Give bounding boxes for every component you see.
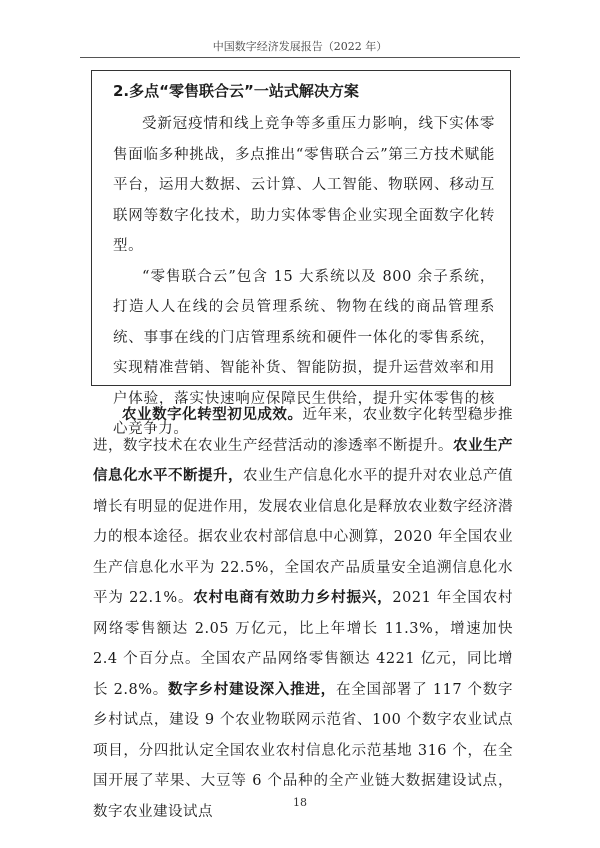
running-header: 中国数字经济发展报告（2022 年）	[212, 40, 388, 53]
body-text-4: 在全国部署了 117 个数字乡村试点，建设 9 个农业物联网示范省、100 个数字农业试点项目，分四批认定全国农业农村信息化示范基地 316 个，在全国开展了苹果、大豆等 6 个品种的全产业链大数据建设试点，数字农业建设试点	[93, 681, 513, 820]
body-paragraph	[93, 400, 513, 827]
case-study-paragraph-1: 受新冠疫情和线上竞争等多重压力影响，线下实体零售面临多种挑战，多点推出“零售联合云”第三方技术赋能平台，运用大数据、云计算、人工智能、物联网、移动互联网等数字化技术，助力实体零售企业实现全面数字化转型。	[113, 116, 495, 254]
bold-heading-production-informatization: 农业生产信息化水平不断提升，	[93, 437, 513, 484]
body-text-3: 2021 年全国农村网络零售额达 2.05 万亿元，比上年增长 11.3%，增速加快 2.4 个百分点。全国农产品网络零售额达 4221 亿元，同比增长 2.8%。	[93, 590, 514, 698]
bold-heading-rural-ecommerce: 农村电商有效助力乡村振兴，	[193, 590, 393, 606]
case-study-paragraph-2: “零售联合云”包含 15 大系统以及 800 余子系统，打造人人在线的会员管理系统、物物在线的商品管理系统、事事在线的门店管理系统和硬件一体化的零售系统，实现精准营销、智能补货、智能防损，提升运营效率和用户体验，落实快速响应保障民生供给，提升实体零售的核心竞争力。	[113, 268, 495, 437]
page-number: 18	[293, 796, 307, 809]
body-text-2: 农业生产信息化水平的提升对农业总产值增长有明显的促进作用，发展农业信息化是释放农业数字经济潜力的根本途径。据农业农村部信息中心测算，2020 年全国农业生产信息化水平为 22.5%，全国农产品质量安全追溯信息化水平为 22.1%。	[93, 468, 513, 606]
bold-heading-digital-village: 数字乡村建设深入推进，	[168, 681, 336, 698]
case-study-title: 2.多点“零售联合云”一站式解决方案	[113, 82, 359, 100]
bold-heading-agriculture-transformation: 农业数字化转型初见成效。	[122, 407, 303, 423]
header-divider	[80, 57, 520, 58]
body-text-1: 近年来，农业数字化转型稳步推进，数字技术在农业生产经营活动的渗透率不断提升。	[93, 407, 514, 454]
